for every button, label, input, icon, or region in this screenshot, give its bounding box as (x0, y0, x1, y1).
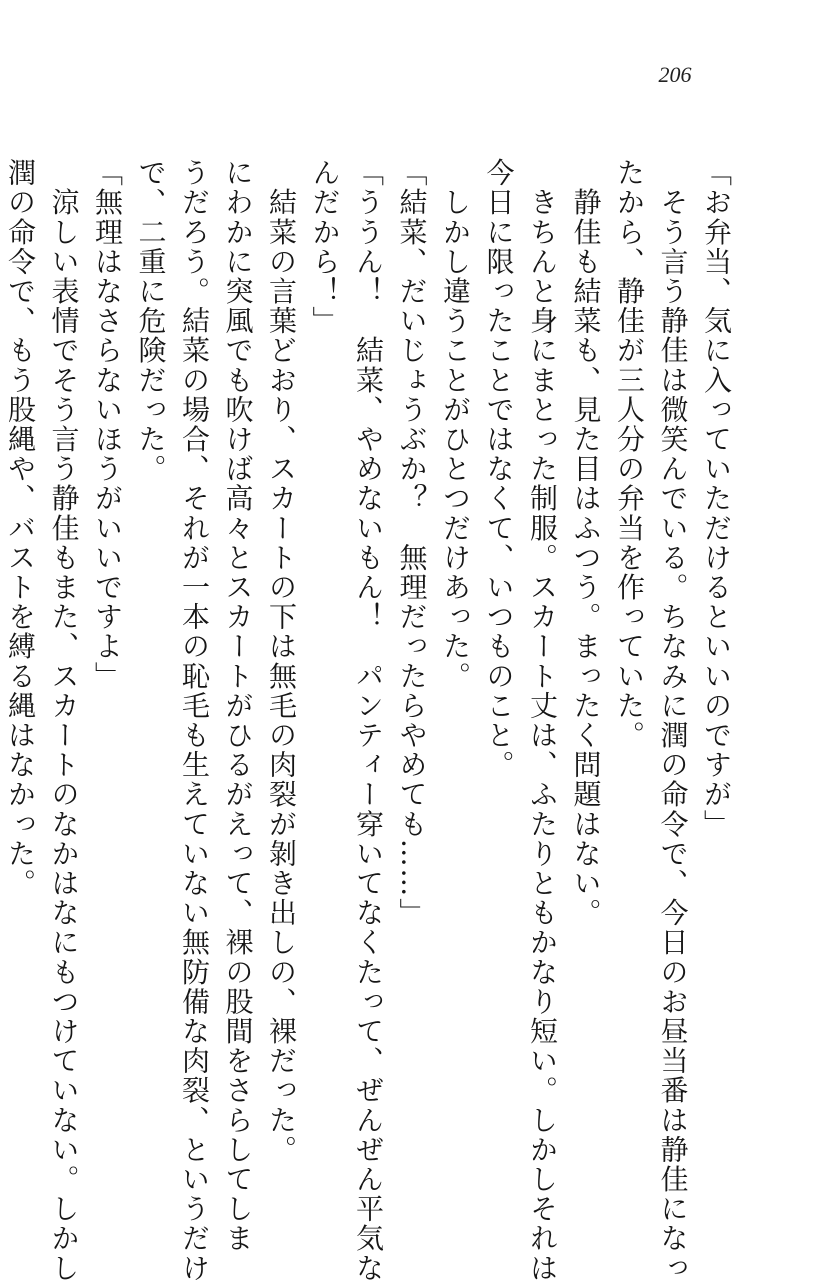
text-line: にわかに突風でも吹けば高々とスカートがひるがえって、裸の股間をさらしてしま (221, 158, 255, 1254)
text-line: きちんと身にまとった制服。スカート丈は、ふたりともかなり短い。しかしそれは (526, 158, 559, 1283)
text-line: そう言う静佳は微笑んでいる。ちなみに潤の命令で、今日のお昼当番は静佳になっ (656, 158, 690, 1283)
text-line: 静佳も結菜も、見た目はふつう。まったく問題はない。 (569, 158, 603, 928)
text-line: 潤の命令で、もう股縄や、バストを縛る縄はなかった。 (4, 158, 37, 898)
text-line: 涼しい表情でそう言う静佳もまた、スカートのなかはなにもつけていない。しかし (47, 158, 81, 1283)
text-line: で、二重に危険だった。 (134, 158, 168, 484)
text-line: 「ううん！ 結菜、やめないもん！ パンティー穿いてなくたって、ぜんぜん平気な (352, 158, 385, 1283)
text-line: 「無理はなさらないほうがいいですよ」 (91, 158, 124, 691)
text-line: 「結菜、だいじょうぶか？ 無理だったらやめても……」 (395, 158, 429, 928)
body-text (0, 158, 738, 1283)
text-line: 結菜の言葉どおり、スカートの下は無毛の肉裂が剝き出しの、裸だった。 (265, 158, 298, 1165)
text-line: しかし違うことがひとつだけあった。 (439, 158, 472, 691)
page-number: 206 (658, 62, 692, 87)
text-line: んだから！」 (308, 158, 342, 336)
text-line: うだろう。結菜の場合、それが一本の恥毛も生えていない無防備な肉裂、というだけ (178, 158, 211, 1283)
text-line: 今日に限ったことではなくて、いつものこと。 (482, 158, 516, 780)
text-line: たから、静佳が三人分の弁当を作っていた。 (613, 158, 646, 750)
text-line: 「お弁当、気に入っていただけるといいのですが」 (700, 158, 733, 839)
